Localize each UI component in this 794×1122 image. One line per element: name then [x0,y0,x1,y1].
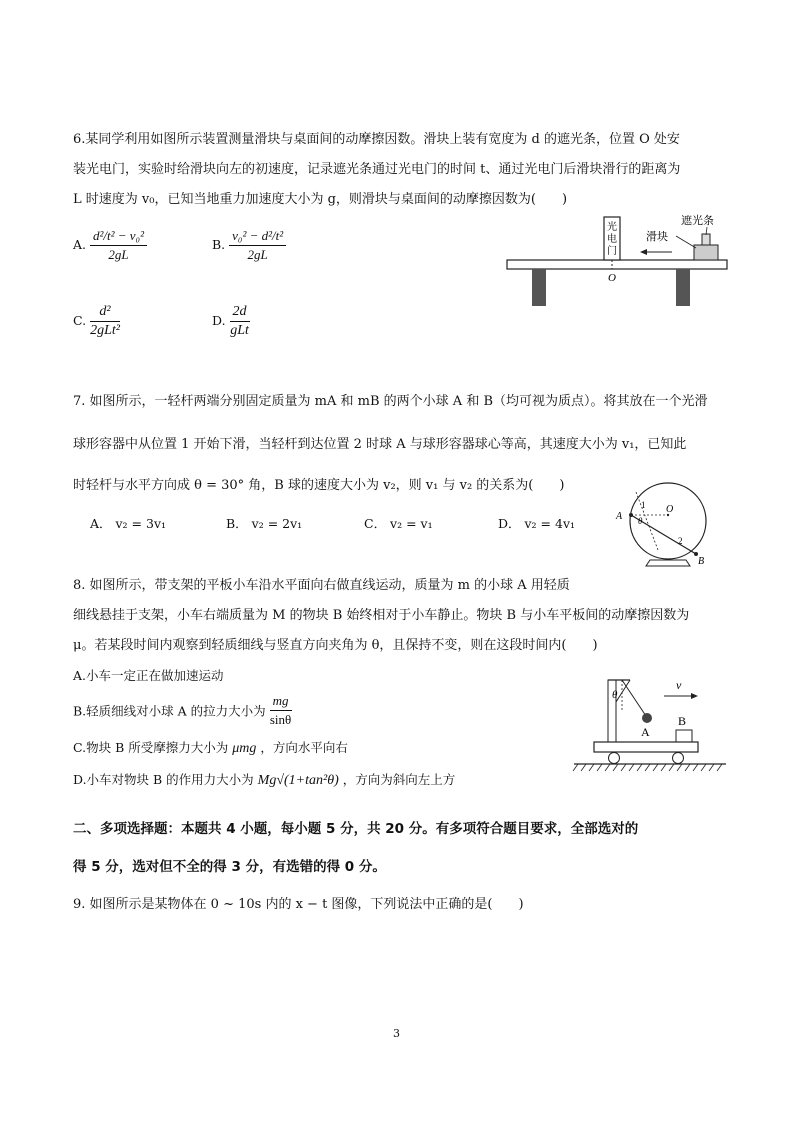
q7-label-a: A [616,511,623,522]
q6-light-strip [702,234,710,245]
q7-ball-a [629,513,633,517]
q6-option-b-fraction [229,228,286,263]
q6-table-leg-right [676,269,690,306]
q6-option-d [212,304,250,339]
q6-arrowhead [640,249,647,255]
q6-option-d-numerator: 2d [230,304,250,322]
q8-line-2: 细线悬挂于支架，小车右端质量为 M 的物块 B 始终相对于小车静止。物块 B 与小车平板间的动摩擦因数为 [73,608,690,623]
q8-option-b-text: B.轻质细线对小球 A 的拉力大小为 [73,703,266,719]
q6-option-a [73,228,147,263]
q6-line-2: 装光电门，实验时给滑块向左的初速度，记录遮光条通过光电门的时间 t、通过光电门后滑块滑行的距离为 [73,162,681,177]
q6-option-a-numerator: d²/t² − v₀² [90,228,147,246]
q6-line-3: L 时速度为 v₀，已知当地重力加速度大小为 g，则滑块与桌面间的动摩擦因数为( ) [73,192,568,207]
q7-line-3: 时轻杆与水平方向成 θ = 30° 角，B 球的速度大小为 v₂，则 v₁ 与 v₂ 的关系为( ) [73,478,565,493]
q8-block-b [676,730,692,742]
q7-line-1: 7. 如图所示，一轻杆两端分别固定质量为 mA 和 mB 的两个小球 A 和 B（均可视为质点）。将其放在一个光滑 [73,394,708,409]
q6-line-1: 6.某同学利用如图所示装置测量滑块与桌面间的动摩擦因数。滑块上装有宽度为 d 的遮光条，位置 O 处安 [73,132,680,147]
section-2-heading-line-1: 二、多项选择题：本题共 4 小题，每小题 5 分，共 20 分。有多项符合题目要求，全部选对的 [73,821,639,837]
q7-label-position-1: 1 [641,500,646,510]
q6-slider-block [694,245,718,260]
q6-option-c-fraction [90,304,120,339]
q7-base [646,560,690,566]
q6-option-b-numerator: v₀² − d²/t² [229,228,286,246]
q6-table-top [507,260,727,269]
q6-option-d-label: D. [212,313,226,328]
q6-option-a-label: A. [73,237,87,252]
q6-option-c-denominator: 2gLt² [90,323,120,338]
q8-option-c [73,738,348,757]
q8-string [622,680,646,716]
q6-photogate-char-1: 光 [607,222,617,233]
q6-leader-slider [676,236,696,248]
q7-figure [610,480,720,572]
q6-label-o: O [608,272,616,284]
q6-photogate-char-2: 电 [607,234,617,245]
q8-option-c-tail: ，方向水平向右 [260,740,348,755]
q8-option-c-text: C.物块 B 所受摩擦力大小为 [73,740,229,755]
q6-figure [500,210,740,310]
q6-option-a-denominator: 2gL [108,247,129,262]
q7-option-a: A． v₂ = 3v₁ [90,516,167,531]
q8-option-b-denominator: sinθ [269,712,292,727]
q6-option-b-label: B. [212,237,226,252]
q8-label-theta: θ [612,689,618,701]
q8-label-b: B [678,714,687,728]
q7-label-o: O [666,504,674,515]
q8-line-1: 8. 如图所示，带支架的平板小车沿水平面向右做直线运动，质量为 m 的小球 A 用轻质 [73,578,570,593]
q6-option-d-denominator: gLt [230,323,249,338]
q7-option-b: B． v₂ = 2v₁ [226,516,303,531]
q7-label-theta: θ [638,516,643,526]
q8-option-c-math: μmg [232,741,257,756]
q6-option-b-denominator: 2gL [247,247,268,262]
q6-option-c-numerator: d² [90,304,120,322]
q7-label-position-2: 2 [678,536,683,546]
q8-option-b [73,693,292,728]
q6-option-c [73,304,120,339]
q7-line-2: 球形容器中从位置 1 开始下滑，当轻杆到达位置 2 时球 A 与球形容器球心等高，其速度大小为 v₁，已知此 [73,437,687,452]
page-number: 3 [393,1027,400,1040]
q8-figure [570,672,730,774]
q8-velocity-arrowhead [691,693,698,699]
q9-line-1: 9. 如图所示是某物体在 0 ~ 10s 内的 x − t 图像，下列说法中正确的是( ) [73,897,524,912]
q6-option-c-label: C. [73,313,87,328]
q6-label-slider: 滑块 [646,231,668,243]
q8-option-d-tail: ，方向为斜向左上方 [342,772,456,787]
q8-label-v: v [676,678,682,692]
q8-option-b-fraction [270,693,292,728]
q8-option-d [73,770,455,789]
q8-cart-platform [594,742,698,752]
q6-photogate-char-3: 门 [607,246,617,257]
q8-line-3: μ。若某段时间内观察到轻质细线与竖直方向夹角为 θ，且保持不变，则在这段时间内( ) [73,638,598,653]
q8-label-a: A [641,725,650,739]
q8-wheel-left [609,753,620,764]
q6-option-a-fraction [90,228,147,263]
q8-option-b-numerator: mg [270,693,292,711]
q8-support-brace [616,680,630,702]
q8-ground-hatching [573,764,722,771]
q7-option-d: D． v₂ = 4v₁ [498,516,576,531]
q8-option-d-text: D.小车对物块 B 的作用力大小为 [73,772,254,787]
q8-option-a: A.小车一定正在做加速运动 [73,668,224,683]
q8-option-d-math: Mg√(1+tan²θ) [257,773,339,788]
q7-label-b: B [698,556,705,567]
q7-option-c: C． v₂ = v₁ [364,516,433,531]
q6-table-leg-left [532,269,546,306]
q8-ball-a [642,713,652,723]
q8-wheel-right [673,753,684,764]
section-2-heading-line-2: 得 5 分，选对但不全的得 3 分，有选错的得 0 分。 [73,859,386,875]
q6-option-b [212,228,286,263]
q6-option-d-fraction [230,304,250,339]
q6-label-strip: 遮光条 [681,215,714,227]
